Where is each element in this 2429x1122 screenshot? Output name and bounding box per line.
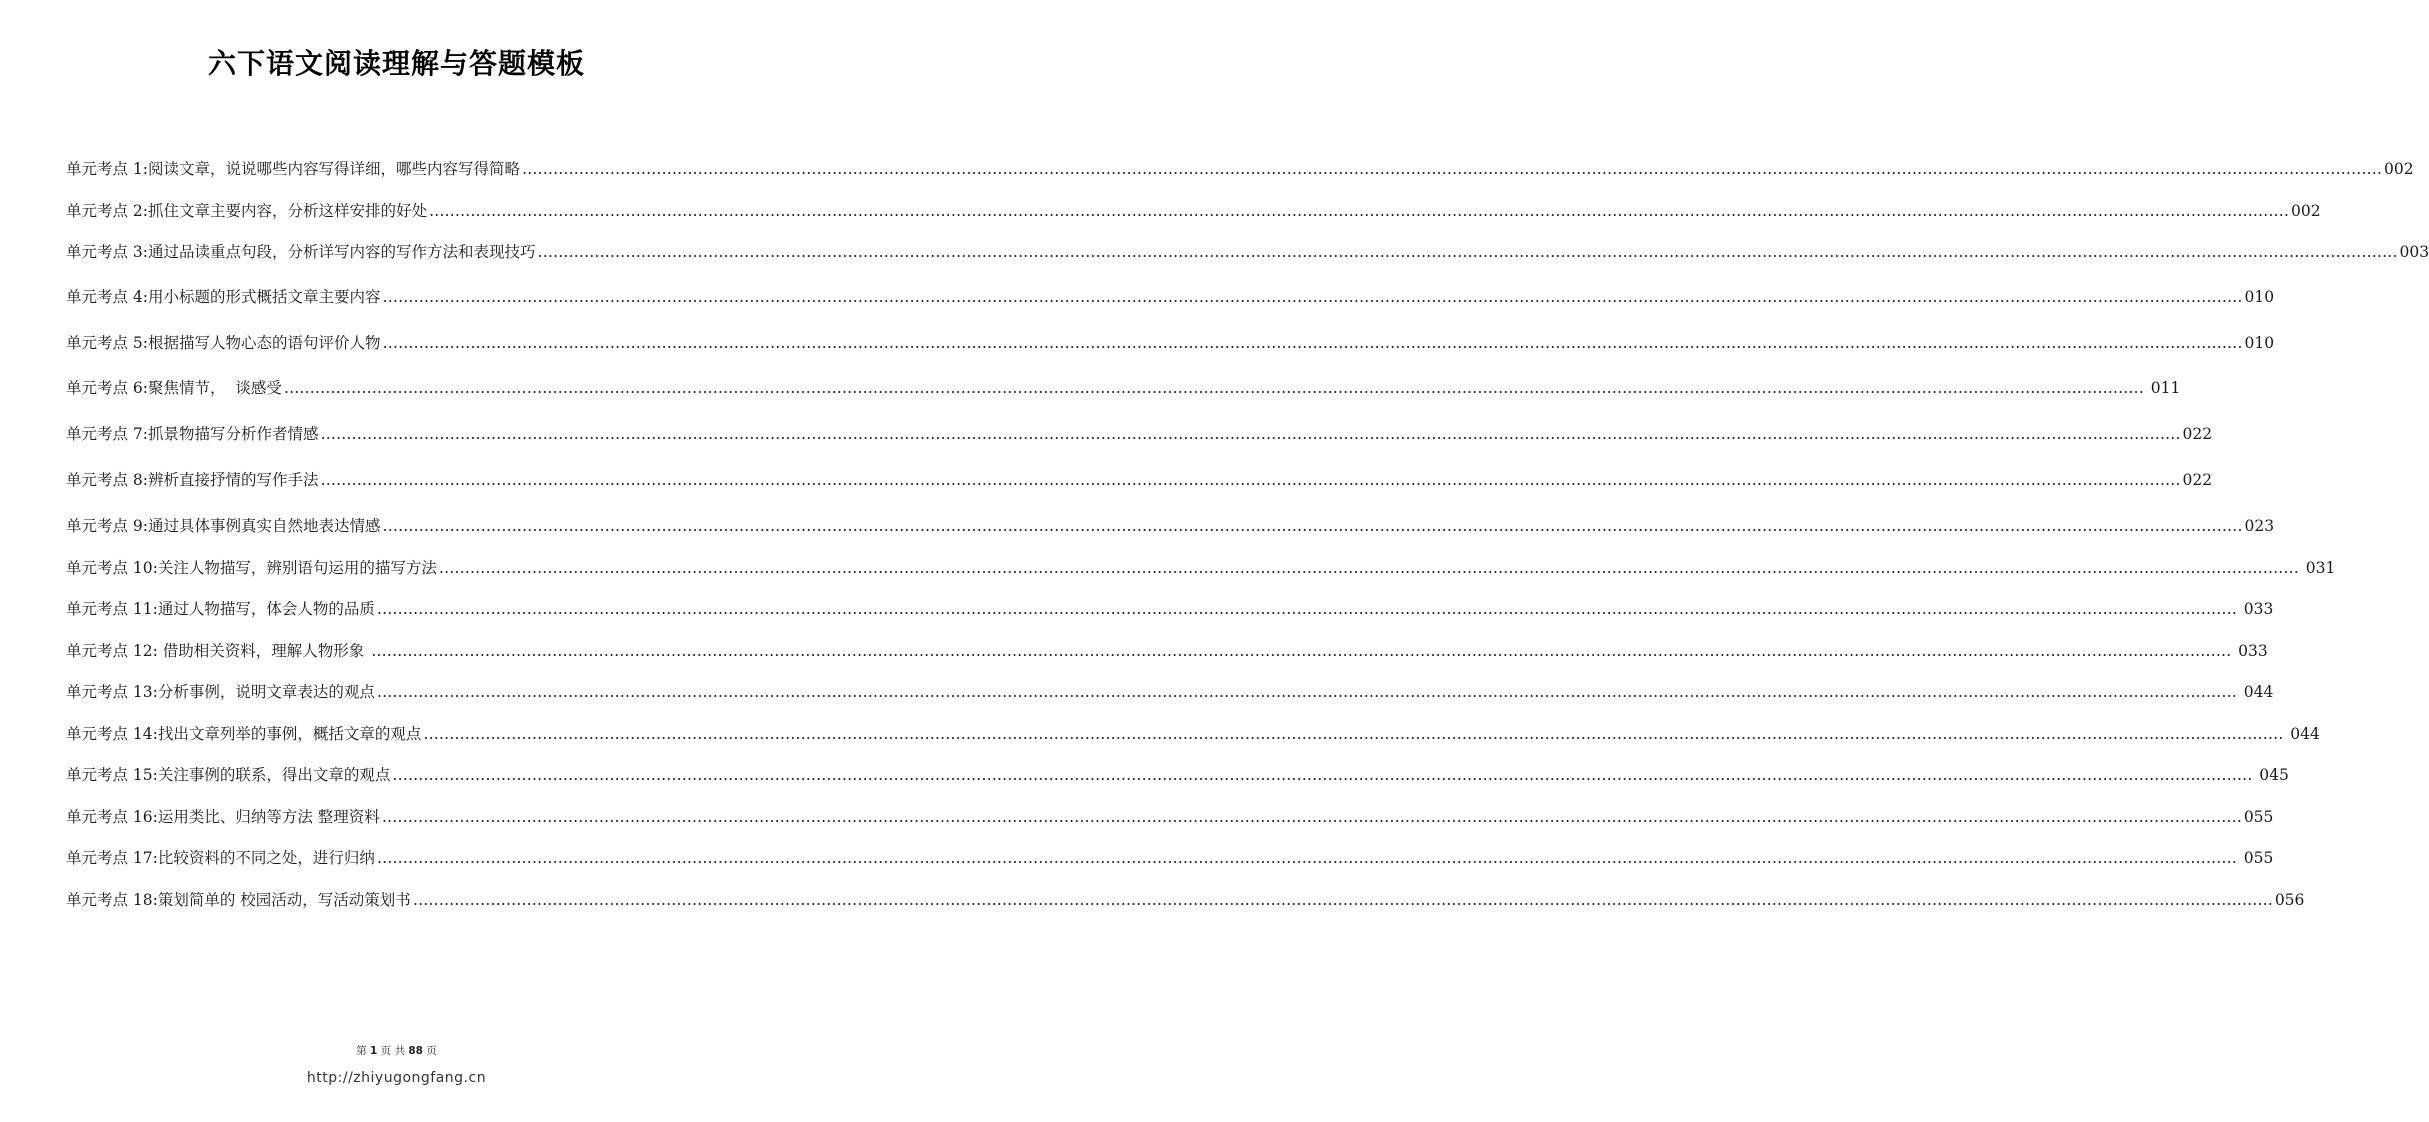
page-number-middle: 页 共 (380, 1045, 406, 1057)
toc-entry-page: 031 (2300, 559, 2336, 577)
toc-entry-6 (66, 375, 2181, 401)
toc-entry-page: 003 (2399, 243, 2429, 261)
toc-entry-label: 单元考点 14:找出文章列举的事例，概括文章的观点 (66, 725, 422, 743)
toc-entry-2 (66, 198, 2321, 224)
toc-entry-page: 055 (2243, 808, 2274, 826)
toc-entry-4 (66, 284, 2275, 310)
toc-entry-18 (66, 887, 2305, 913)
toc-leader-dots: ……………………………………………………………………………………………………………………………………………………………………………………………………………………………………………………………………………………………………………………………… (382, 288, 2243, 306)
toc-entry-label: 单元考点 11:通过人物描写，体会人物的品质 (66, 600, 375, 618)
toc-leader-dots: ……………………………………………………………………………………………………………………………………………………………………………………………………………………………………………………………………………………………………………………………… (320, 471, 2181, 489)
toc-entry-label: 单元考点 13:分析事例，说明文章表达的观点 (66, 683, 375, 701)
toc-entry-10 (66, 555, 2336, 581)
toc-entry-page: 045 (2254, 766, 2289, 784)
toc-entry-8 (66, 467, 2213, 493)
toc-entry-page: 044 (2285, 725, 2320, 743)
toc-entry-3 (66, 239, 2429, 265)
toc-entry-label: 单元考点 16:运用类比、归纳等方法 整理资料 (66, 808, 380, 826)
toc-entry-page: 033 (2238, 600, 2274, 618)
toc-entry-page: 002 (2384, 160, 2414, 178)
toc-leader-dots: ……………………………………………………………………………………………………………………………………………………………………………………………………………………………………………………………………………………………………………………………… (376, 849, 2237, 867)
toc-leader-dots: ……………………………………………………………………………………………………………………………………………………………………………………………………………………………………………………………………………………………………………………………… (283, 379, 2144, 397)
toc-entry-9 (66, 513, 2275, 539)
page-number (0, 1043, 793, 1058)
toc-entry-7 (66, 421, 2213, 447)
page-number-prefix: 第 (356, 1045, 367, 1057)
toc-entry-label: 单元考点 1:阅读文章，说说哪些内容写得详细，哪些内容写得简略 (66, 160, 521, 178)
toc-entry-13 (66, 679, 2274, 705)
toc-leader-dots: ……………………………………………………………………………………………………………………………………………………………………………………………………………………………………………………………………………………………………………………………… (522, 160, 2383, 178)
toc-leader-dots: ……………………………………………………………………………………………………………………………………………………………………………………………………………………………………………………………………………………………………………………………… (376, 600, 2237, 618)
toc-leader-dots: ……………………………………………………………………………………………………………………………………………………………………………………………………………………………………………………………………………………………………………………………… (320, 425, 2181, 443)
toc-entry-page: 056 (2274, 891, 2305, 909)
page-number-suffix: 页 (426, 1045, 437, 1057)
toc-entry-17 (66, 845, 2274, 871)
toc-entry-label: 单元考点 2:抓住文章主要内容，分析这样安排的好处 (66, 202, 428, 220)
document-title: 六下语文阅读理解与答题模板 (207, 47, 585, 80)
toc-entry-page: 002 (2291, 202, 2321, 220)
toc-entry-label: 单元考点 9:通过具体事例真实自然地表达情感 (66, 517, 381, 535)
toc-entry-5 (66, 330, 2275, 356)
toc-leader-dots: ……………………………………………………………………………………………………………………………………………………………………………………………………………………………………………………………………………………………………………………………… (382, 334, 2243, 352)
toc-entry-page: 033 (2233, 642, 2268, 660)
toc-entry-14 (66, 721, 2320, 747)
toc-entry-15 (66, 762, 2289, 788)
toc-leader-dots: ……………………………………………………………………………………………………………………………………………………………………………………………………………………………………………………………………………………………………………………………… (429, 202, 2290, 220)
total-page-number: 88 (408, 1045, 423, 1057)
toc-entry-1 (66, 156, 2414, 182)
toc-leader-dots: ……………………………………………………………………………………………………………………………………………………………………………………………………………………………………………………………………………………………………………………………… (381, 808, 2242, 826)
toc-leader-dots: ……………………………………………………………………………………………………………………………………………………………………………………………………………………………………………………………………………………………………………………………… (412, 891, 2273, 909)
toc-entry-label: 单元考点 6:聚焦情节， 谈感受 (66, 379, 282, 397)
toc-entry-11 (66, 596, 2274, 622)
toc-entry-page: 022 (2182, 471, 2213, 489)
toc-leader-dots: ……………………………………………………………………………………………………………………………………………………………………………………………………………………………………………………………………………………………………………………………… (376, 683, 2237, 701)
toc-entry-page: 011 (2145, 379, 2181, 397)
toc-entry-label: 单元考点 10:关注人物描写，辨别语句运用的描写方法 (66, 559, 437, 577)
toc-entry-label: 单元考点 8:辨析直接抒情的写作手法 (66, 471, 319, 489)
toc-entry-page: 055 (2238, 849, 2274, 867)
toc-leader-dots: ……………………………………………………………………………………………………………………………………………………………………………………………………………………………………………………………………………………………………………………………… (438, 559, 2299, 577)
website-url: http://zhiyugongfang.cn (306, 1070, 487, 1086)
toc-entry-label: 单元考点 4:用小标题的形式概括文章主要内容 (66, 288, 381, 306)
toc-entry-12 (66, 638, 2268, 664)
toc-entry-label: 单元考点 7:抓景物描写分析作者情感 (66, 425, 319, 443)
toc-leader-dots: ……………………………………………………………………………………………………………………………………………………………………………………………………………………………………………………………………………………………………………………………… (537, 243, 2398, 261)
toc-entry-page: 023 (2244, 517, 2275, 535)
toc-leader-dots: ……………………………………………………………………………………………………………………………………………………………………………………………………………………………………………………………………………………………………………………………… (423, 725, 2284, 743)
toc-leader-dots: ……………………………………………………………………………………………………………………………………………………………………………………………………………………………………………………………………………………………………………………………… (382, 517, 2243, 535)
toc-leader-dots: ……………………………………………………………………………………………………………………………………………………………………………………………………………………………………………………………………………………………………………………………… (371, 642, 2232, 660)
toc-entry-page: 022 (2182, 425, 2213, 443)
current-page-number: 1 (370, 1045, 378, 1057)
toc-entry-page: 044 (2238, 683, 2274, 701)
toc-entry-page: 010 (2244, 288, 2275, 306)
toc-entry-label: 单元考点 18:策划简单的 校园活动，写活动策划书 (66, 891, 411, 909)
toc-entry-label: 单元考点 15:关注事例的联系，得出文章的观点 (66, 766, 391, 784)
toc-entry-label: 单元考点 12: 借助相关资料，理解人物形象 (66, 642, 370, 660)
toc-leader-dots: ……………………………………………………………………………………………………………………………………………………………………………………………………………………………………………………………………………………………………………………………… (392, 766, 2253, 784)
toc-entry-label: 单元考点 5:根据描写人物心态的语句评价人物 (66, 334, 381, 352)
toc-entry-page: 010 (2244, 334, 2275, 352)
toc-entry-label: 单元考点 17:比较资料的不同之处，进行归纳 (66, 849, 375, 867)
toc-entry-label: 单元考点 3:通过品读重点句段，分析详写内容的写作方法和表现技巧 (66, 243, 536, 261)
toc-entry-16 (66, 804, 2274, 830)
